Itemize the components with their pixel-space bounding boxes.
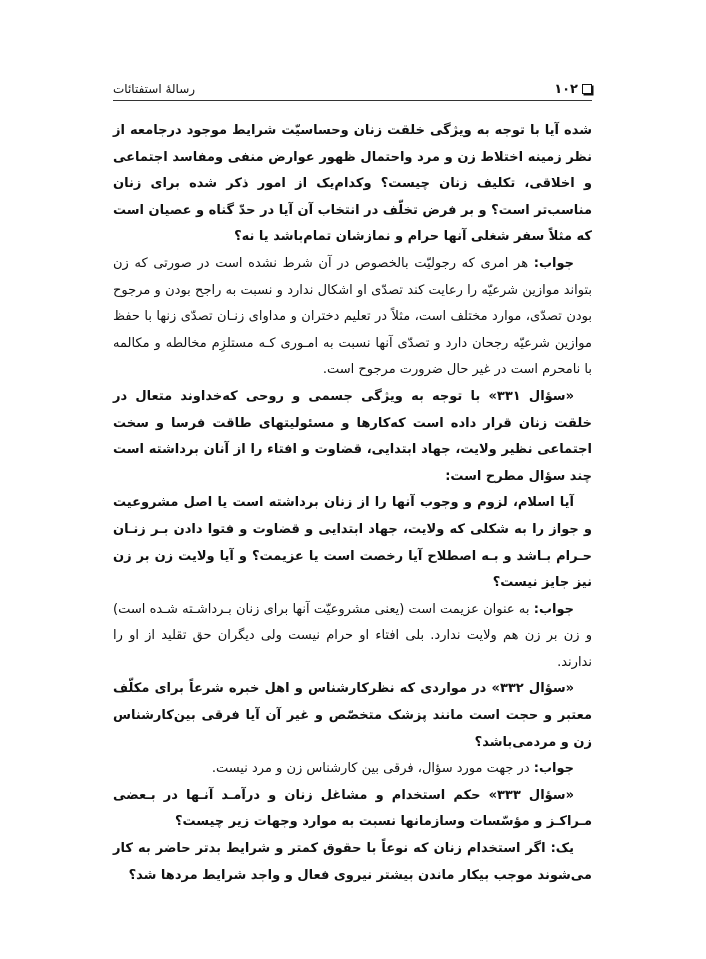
question-label: «سؤال ۳۳۳» [488, 787, 574, 803]
question-paragraph [113, 384, 592, 490]
question-paragraph [113, 490, 592, 596]
answer-paragraph [113, 756, 592, 783]
paragraph-text: حکم استخدام و مشاغل زنان و درآمـد آنـها در بـعضی مـراکـز و مؤسّسات وسازمانها نسبت به موارد وجهات زیر چیست؟ [113, 787, 592, 830]
paragraph-text: در مواردی که نظرکارشناس و اهل خبره شرعاً برای مکلّف معتبر و حجت است مانند پزشک متخصّص و غیر آن آیا فرقی بین‌کارشناس زن و مردمی‌باشد؟ [113, 681, 592, 750]
body-text [113, 118, 592, 889]
running-title: رسالهٔ استفتائات [113, 82, 196, 96]
paragraph-text: اگر استخدام زنان که نوعاً با حقوق کمتر و شرایط بدتر حاضر به کار می‌شوند موجب بیکار ماندن بیشتر نیروی فعال و واجد شرایط مردها شد؟ [113, 841, 592, 883]
paragraph-text: هر امری که رجولیّت بالخصوص در آن شرط نشده است در صورتی که زن بتواند موازین شرعیّه را رعایت کند تصدّی او اشکال ندارد و نسبت به راجح بودن و مرجوح بودن تصدّی، موارد مختلف است، مثلاً در تعلیم دختران و مداوای زنـان تصدّی زنها با حفظ موازین شرعیّه رجحان دارد و تصدّی آنها نسبت به امـوری کـه مستلزِم مخالطه و مکالمه با نامحرم است در غیر حال ضرورت مرجوح است. [113, 255, 592, 378]
answer-label: جواب: [533, 601, 574, 617]
answer-paragraph [113, 597, 592, 677]
question-paragraph [113, 836, 592, 889]
paragraph-text: به عنوان عزیمت است (یعنی مشروعیّت آنها برای زنان بـرداشـته شـده است) و زن بر زن هم ولایت ندارد. بلی افتاء او حرام نیست ولی دیگران حق تقلید از او را ندارند. [113, 601, 592, 670]
paragraph-text: شده آیا با توجه به ویژگی خلقت زنان وحساسیّت شرایط موجود درجامعه از نظر زمینه اختلاط زن و مرد واحتمال ظهور عوارض منفی ومفاسد اجتماعی و اخلاقی، تکلیف زنان چیست؟ وکدام‌یک از امور ذکر شده برای زنان مناسب‌تر است؟ و بر فرض تخلّف در انتخاب آن آیا در حدّ گناه و عصیان است که مثلاً سفر شغلی آنها حرام و نمازشان تمام‌باشد یا نه؟ [113, 123, 592, 245]
page-header [113, 78, 592, 100]
paragraph-text: در جهت مورد سؤال، فرقی بین کارشناس زن و مرد نیست. [211, 761, 534, 777]
question-label: «سؤال ۳۳۱» [488, 388, 574, 404]
page-number-text: ۱۰۲ [554, 81, 578, 97]
question-paragraph [113, 118, 592, 251]
paragraph-text: با توجه به ویژگی جسمی و روحی که‌خداوند متعال در خلقت زنان قرار داده است که‌کارها و مسئولیتهای طاقت فرسا و سخت اجتماعی نظیر ولایت، جهاد ابتدایی، قضاوت و افتاء را از آنان برداشته است چند سؤال مطرح است: [113, 388, 592, 484]
question-label: «سؤال ۳۳۲» [491, 681, 574, 697]
question-paragraph [113, 783, 592, 836]
header-divider [113, 100, 592, 101]
page-number [554, 82, 592, 97]
answer-label: جواب: [533, 255, 574, 271]
question-paragraph [113, 676, 592, 756]
answer-paragraph [113, 251, 592, 384]
paragraph-text: آیا اسلام، لزوم و وجوب آنها را از زنان برداشته است یا اصل مشروعیت و جواز را به شکلی که ولایت، جهاد ابتدایی و قضاوت و فتوا دادن بـر زنـان حـرام بـاشد و بـه اصطلاح آیا رخصت است یا عزیمت؟ و آیا ولایت زن بر زن نیز جایز نیست؟ [113, 495, 592, 591]
answer-label: جواب: [533, 761, 574, 777]
item-label: یک: [550, 841, 574, 857]
square-bullet-icon [582, 84, 592, 94]
